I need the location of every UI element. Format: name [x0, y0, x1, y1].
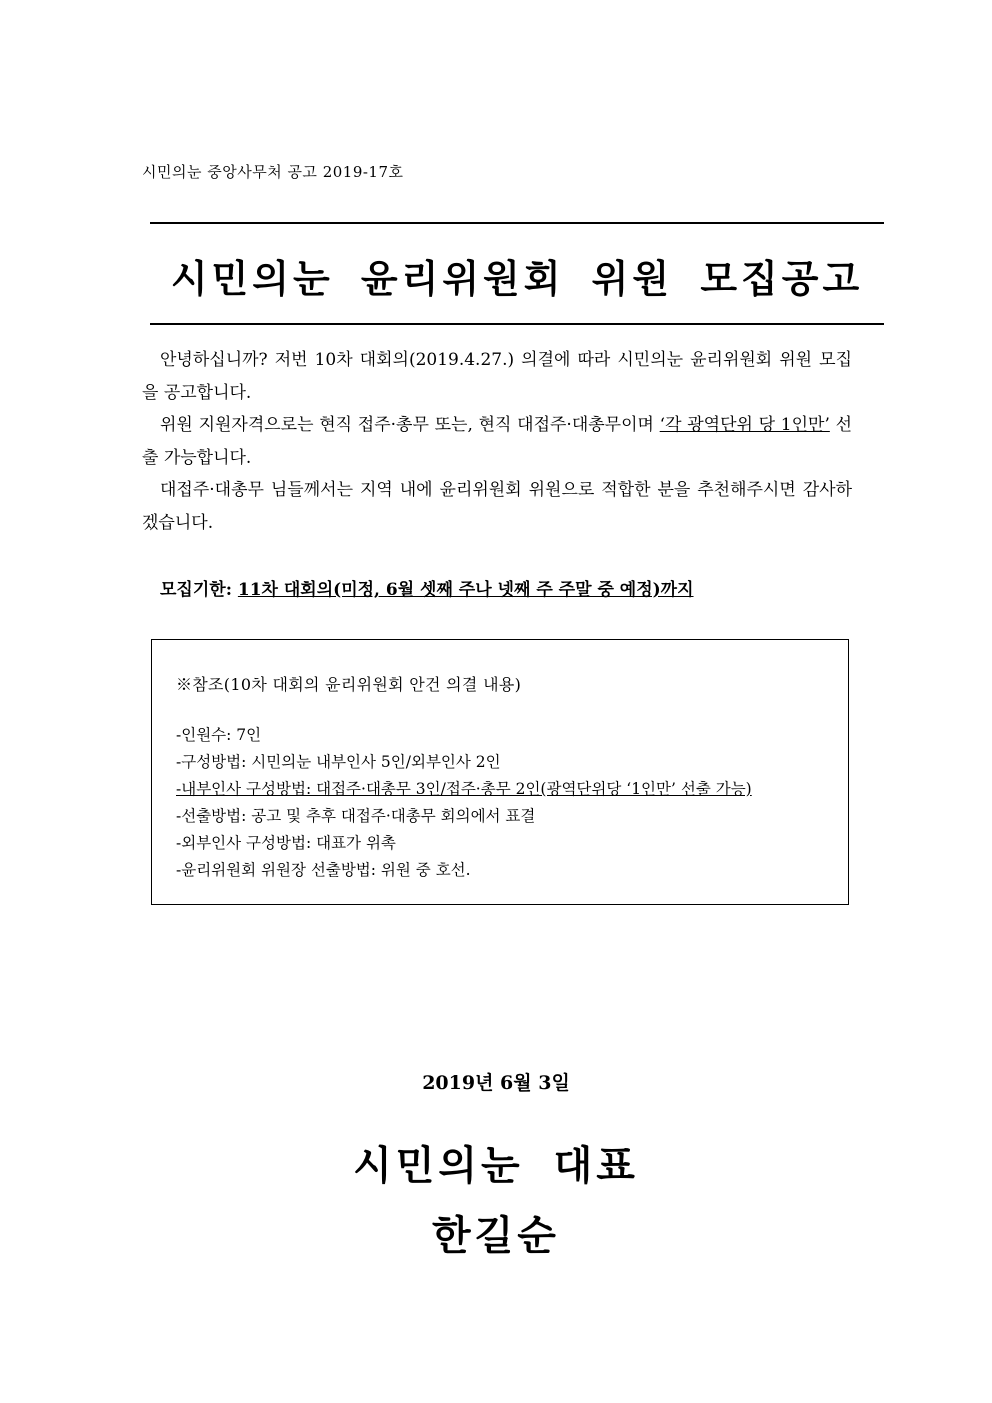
eligibility-text: 위원 지원자격으로는 현직 접주·총무 또는, 현직 대접주·대총무이며 [160, 415, 660, 435]
reference-title: ※참조(10차 대회의 윤리위원회 안건 의결 내용) [176, 675, 522, 694]
title-bottom-rule [150, 323, 884, 325]
reference-item-headcount: -인원수: 7인 [176, 726, 262, 744]
reference-item-election-method: -선출방법: 공고 및 추후 대접주·대총무 회의에서 표결 [176, 807, 536, 825]
paragraph-request: 대접주·대총무 님들께서는 지역 내에 윤리위원회 위원으로 적합한 분을 추천해주시면 감사하겠습니다. [142, 480, 852, 533]
signer-name: 한길순 [432, 1213, 560, 1259]
reference-item-composition: -구성방법: 시민의눈 내부인사 5인/외부인사 2인 [176, 753, 501, 771]
page-title: 시민의눈 윤리위원회 위원 모집공고 [170, 257, 864, 301]
signer-title: 시민의눈 대표 [353, 1143, 639, 1189]
notice-number: 시민의눈 중앙사무처 공고 2019-17호 [142, 163, 404, 181]
reference-list [176, 722, 752, 884]
paragraph-intro: 안녕하십니까? 저번 10차 대회의(2019.4.27.) 의결에 따라 시민의눈 윤리위원회 위원 모집을 공고합니다. [142, 350, 852, 403]
eligibility-text-end: 선출 가능합니다. [142, 415, 852, 468]
paragraph-eligibility [142, 409, 852, 474]
reference-item-chair-election: -윤리위원회 위원장 선출방법: 위원 중 호선. [176, 861, 471, 879]
reference-item-internal-composition: -내부인사 구성방법: 대접주·대총무 3인/접주·총무 2인(광역단위당 ‘1인만’ 선출 가능) [176, 780, 752, 798]
reference-box [151, 639, 849, 905]
notice-date: 2019년 6월 3일 [422, 1072, 570, 1094]
recruitment-deadline [160, 575, 694, 600]
eligibility-limit-highlight: ‘각 광역단위 당 1인만’ [659, 415, 830, 435]
notice-body [142, 344, 852, 539]
reference-item-external-composition: -외부인사 구성방법: 대표가 위촉 [176, 834, 396, 852]
deadline-value: 11차 대회의(미정, 6월 셋째 주나 넷째 주 주말 중 예정)까지 [237, 580, 694, 600]
title-top-rule [150, 222, 884, 224]
deadline-label: 모집기한: [160, 580, 238, 600]
